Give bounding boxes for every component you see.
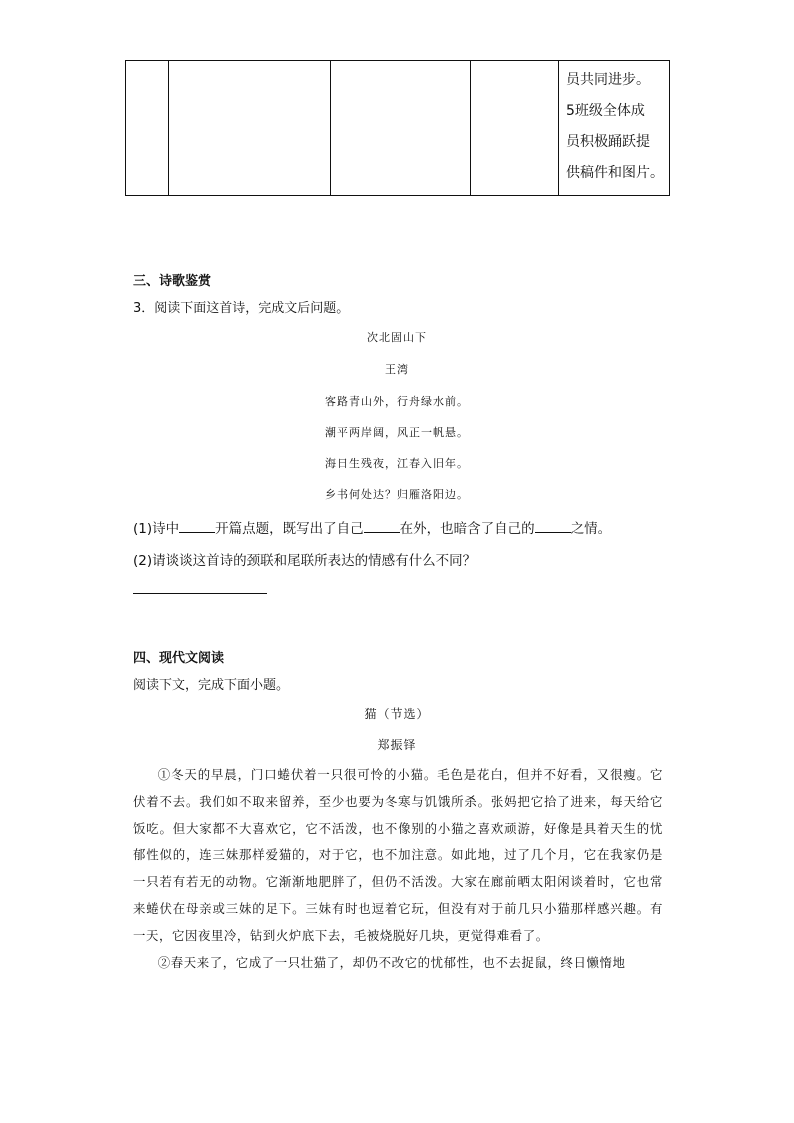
sub-question-1 bbox=[133, 517, 611, 537]
fill-blank[interactable] bbox=[535, 520, 571, 533]
poem-title: 次北固山下 bbox=[367, 331, 427, 344]
essay-paragraph: ①冬天的早晨，门口蜷伏着一只很可怜的小猫。毛色是花白，但并不好看，又很瘦。它伏着不去。我们如不取来留养，至少也要为冬寒与饥饿所杀。张妈把它拾了进来，每天给它饭吃。但大家都不大喜欢它，它不活泼，也不像别的小猫之喜欢顽游，好像是具着天生的忧郁性似的，连三妹那样爱猫的，对于它，也不加注意。如此地，过了几个月，它在我家仍是一只若有若无的动物。它渐渐地肥胖了，但仍不活泼。大家在廊前晒太阳闲谈着时，它也常来蜷伏在母亲或三妹的足下。三妹有时也逗着它玩，但没有对于前几只小猫那样感兴趣。有一天，它因夜里冷，钻到火炉底下去，毛被烧脱好几块，更觉得难看了。 bbox=[133, 767, 663, 943]
table-cell bbox=[126, 61, 169, 196]
table-row bbox=[126, 61, 670, 196]
table-cell bbox=[471, 61, 559, 196]
section3-heading: 三、诗歌鉴赏 bbox=[133, 274, 212, 289]
table-cell bbox=[331, 61, 471, 196]
poem-author: 王湾 bbox=[385, 363, 409, 376]
essay-paragraph: ②春天来了，它成了一只壮猫了，却仍不改它的忧郁性，也不去捉鼠，终日懒惰地 bbox=[157, 954, 626, 970]
poem-line: 海日生残夜，江春入旧年。 bbox=[325, 457, 469, 470]
answer-line[interactable] bbox=[133, 593, 267, 594]
table-cell bbox=[169, 61, 331, 196]
table-cell-last bbox=[559, 61, 670, 196]
sub1-text: (1)诗中 bbox=[133, 521, 180, 537]
fill-blank[interactable] bbox=[364, 520, 400, 533]
activity-table bbox=[125, 60, 670, 196]
essay-title: 猫（节选） bbox=[364, 707, 430, 721]
poem-line: 潮平两岸阔，风正一帆悬。 bbox=[325, 426, 469, 439]
section4-heading: 四、现代文阅读 bbox=[133, 651, 225, 666]
sub1-text: 开篇点题，既写出了自己 bbox=[215, 521, 364, 537]
poem-line: 乡书何处达？归雁洛阳边。 bbox=[325, 488, 469, 501]
essay-author: 郑振铎 bbox=[377, 738, 417, 752]
essay-body bbox=[133, 762, 663, 976]
sub-question-2: (2)请谈谈这首诗的颈联和尾联所表达的情感有什么不同？ bbox=[133, 553, 477, 569]
section4-instruction: 阅读下文，完成下面小题。 bbox=[133, 678, 290, 693]
poem-line: 客路青山外，行舟绿水前。 bbox=[325, 395, 469, 408]
sub1-text: 在外，也暗含了自己的 bbox=[399, 521, 535, 537]
section3-question: 3．阅读下面这首诗，完成文后问题。 bbox=[133, 301, 350, 316]
sub1-text: 之情。 bbox=[570, 521, 612, 537]
fill-blank[interactable] bbox=[179, 520, 215, 533]
table-cell-text: 员共同进步。 5班级全体成 员积极踊跃提 供稿件和图片。 bbox=[566, 72, 664, 181]
